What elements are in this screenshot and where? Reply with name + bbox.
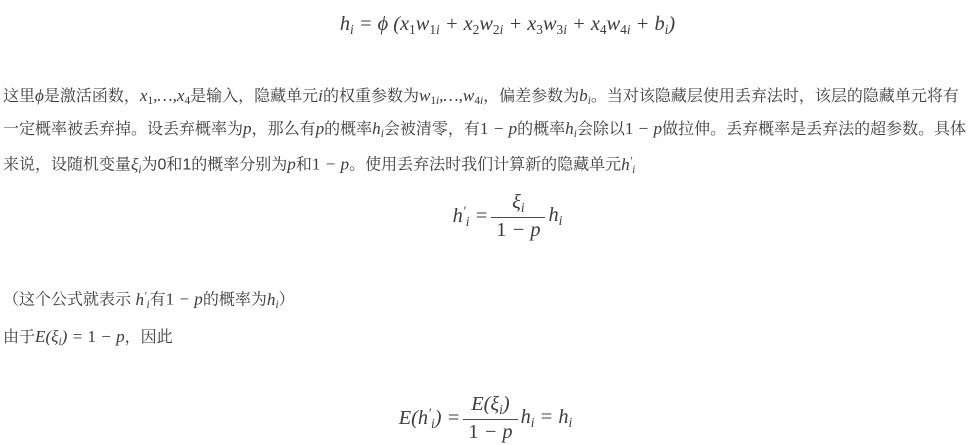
formula-expectation-denominator: 1 − p	[463, 419, 517, 445]
formula-hidden-unit-body: $h_i = \phi$ $(x_1w_{1i} + x_2w_{2i} + x_3w_{3i} + x_4w_{4i} + b_i)$	[339, 13, 676, 37]
formula-expectation-fraction	[463, 392, 517, 445]
formula-expectation-lhs: $E(h'_i)$ =	[398, 405, 461, 431]
formula-expectation-numerator: $E(\xi_i)$	[471, 393, 510, 417]
formula-dropout-denominator: 1 − p	[491, 217, 545, 243]
paragraph-expectation-lead-in: 由于$E(\xi_i) = 1 - p$，因此	[3, 327, 173, 349]
formula-dropout-lhs: $h'_i$ =	[452, 203, 489, 229]
formula-dropout-numerator: $\xi_i$	[512, 191, 525, 215]
formula-expectation-rhs: $h_i = h_i$	[520, 406, 573, 430]
formula-expectation	[0, 392, 971, 445]
paragraph-dropout-explanation: 这里ϕ是激活函数，$x_1,\dots,x_4$是输入，隐藏单元i的权重参数为$w_{1i},\dots,w_{4i}$，偏差参数为$b_i$。当对该隐藏层使用丢弃法时，该层的隐藏单元将有一定概率被丢弃掉。设丢弃概率为p，那么有p的概率$h_i$会被清零，有1 − p的概率$h_i$会除以1 − p做拉伸。丢弃概率是丢弃法的超参数。具体来说，设随机变量$\xi_i$为0和1的概率分别为p和1 − p。使用丢弃法时我们计算新的隐藏单元$h'_i$	[3, 86, 967, 177]
formula-dropout-rhs: $h_i$	[548, 204, 563, 228]
formula-hidden-unit	[0, 13, 971, 38]
formula-dropout-fraction	[491, 190, 545, 243]
paragraph-probability-note: （这个公式就表示 $h'_i$有1 − p的概率为$h_i$）	[3, 289, 295, 311]
formula-dropout	[0, 190, 971, 243]
